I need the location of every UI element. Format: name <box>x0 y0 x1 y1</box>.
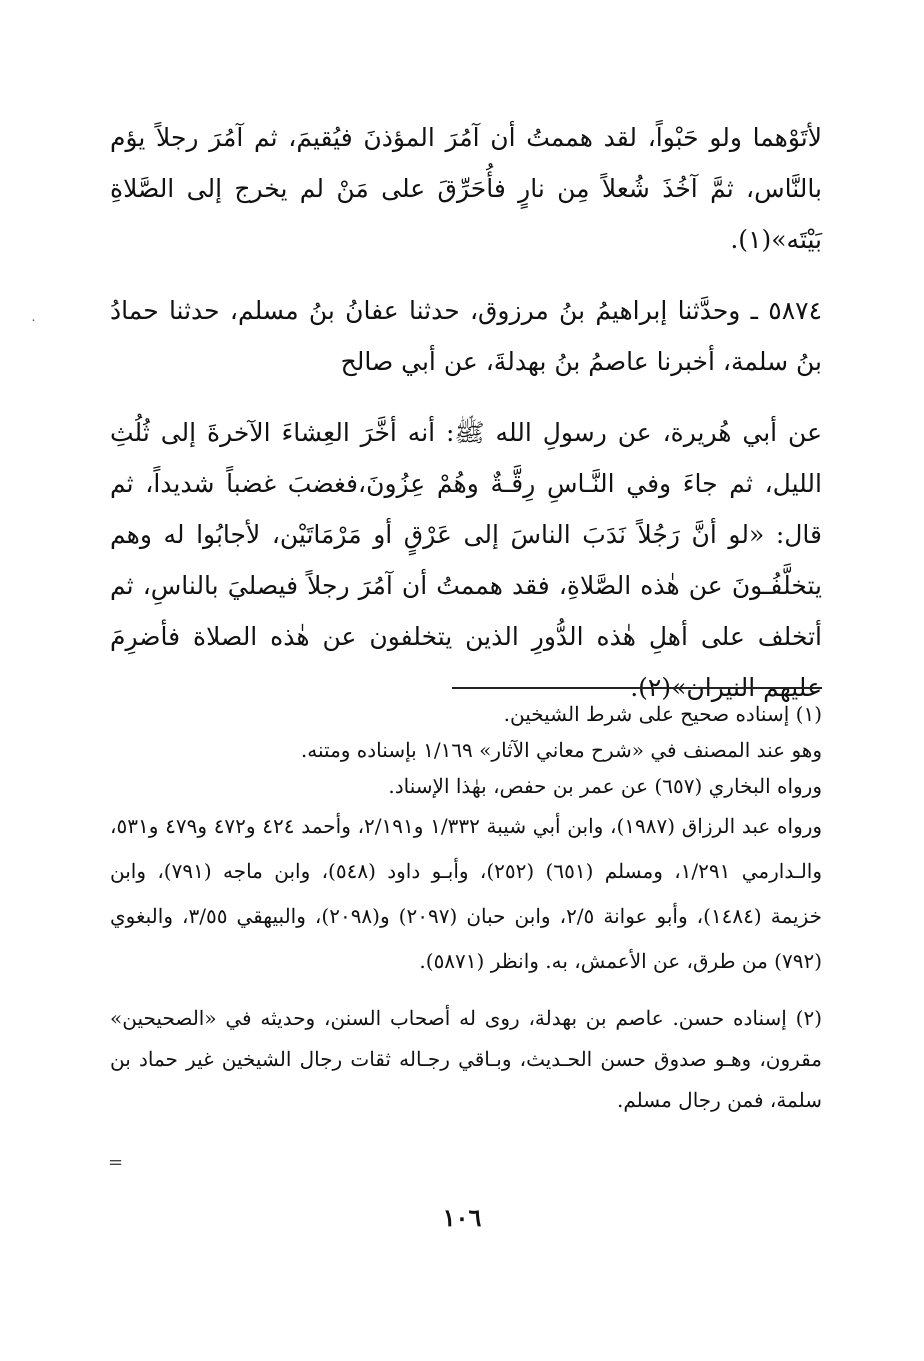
footnote-2: (٢) إسناده حسن. عاصم بن بهدلة، روى له أصحاب السنن، وحديثه في «الصحيحين» مقرون، وهـو صدوق حسن الحـديث، وبـاقي رجـاله ثقات رجال الشيخين غير حماد بن سلمة، فمن رجال مسلم. <box>110 1006 822 1112</box>
footnote-1-line-3: ورواه البخاري (٦٥٧) عن عمر بن حفص، بهٰذا الإسناد. <box>388 774 822 798</box>
footnote-separator <box>452 687 822 689</box>
margin-mark-equals: = <box>108 1152 124 1173</box>
paragraph-hadith-end: لأتَوْهما ولو حَبْواً، لقد هممتُ أن آمُرَ المؤذنَ فيُقيمَ، ثم آمُرَ رجلاً يؤم بالنَّاس، ثمَّ آخُذَ شُعلاً مِن نارٍ فأُحَرِّقَ على مَنْ لم يخرج إلى الصَّلاةِ بَيْتَه»(١). <box>110 123 822 254</box>
main-text-block <box>110 112 822 713</box>
margin-mark-dot: ˙ <box>30 318 37 334</box>
footnote-1-line-1: (١) إسناده صحيح على شرط الشيخين. <box>503 702 822 726</box>
footnote-1-line-2: وهو عند المصنف في «شرح معاني الآثار» ١/١٦٩ بإسناده ومتنه. <box>300 738 822 762</box>
footnotes-block <box>110 696 822 1121</box>
footnote-1-continuation: ورواه عبد الرزاق (١٩٨٧)، وابن أبي شيبة ١/٣٣٢ و٢/١٩١، وأحمد ٤٢٤ و٤٧٢ و٤٧٩ و٥٣١، والـدارمي ١/٢٩١، ومسلم (٦٥١) (٢٥٢)، وأبـو داود (٥٤٨)، وابن ماجه (٧٩١)، وابن خزيمة (١٤٨٤)، وأبو عوانة ٢/٥، وابن حبان (٢٠٩٧) و(٢٠٩٨)، والبيهقي ٣/٥٥، والبغوي (٧٩٢) من طرق، عن الأعمش، به. وانظر (٥٨٧١). <box>110 814 823 973</box>
paragraph-hadith-matn: عن أبي هُريرة، عن رسولِ الله ﷺ: أنه أخَّرَ العِشاءَ الآخرةَ إلى ثُلُثِ الليل، ثم جاءَ وفي النَّـاسِ رِقَّـةٌ وهُمْ عِزُونَ،فغضبَ غضباً شديداً، ثم قال: «لو أنَّ رَجُلاً نَدَبَ الناسَ إلى عَرْقٍ أو مَرْمَاتَيْن، لأجابُوا له وهم يتخلَّفُـونَ عن هٰذه الصَّلاةِ، فقد هممتُ أن آمُرَ رجلاً فيصليَ بالناسِ، ثم أتخلف على أهلِ هٰذه الدُّورِ الذين يتخلفون عن هٰذه الصلاة فأضرِمَ عليهم النيران»(٢). <box>110 418 822 702</box>
paragraph-isnad: ٥٨٧٤ ـ وحدَّثنا إبراهيمُ بنُ مرزوق، حدثنا عفانُ بنُ مسلم، حدثنا حمادُ بنُ سلمة، أخبرنا عاصمُ بنُ بهدلةَ، عن أبي صالح <box>110 296 822 376</box>
page-number: ١٠٦ <box>442 1203 482 1232</box>
